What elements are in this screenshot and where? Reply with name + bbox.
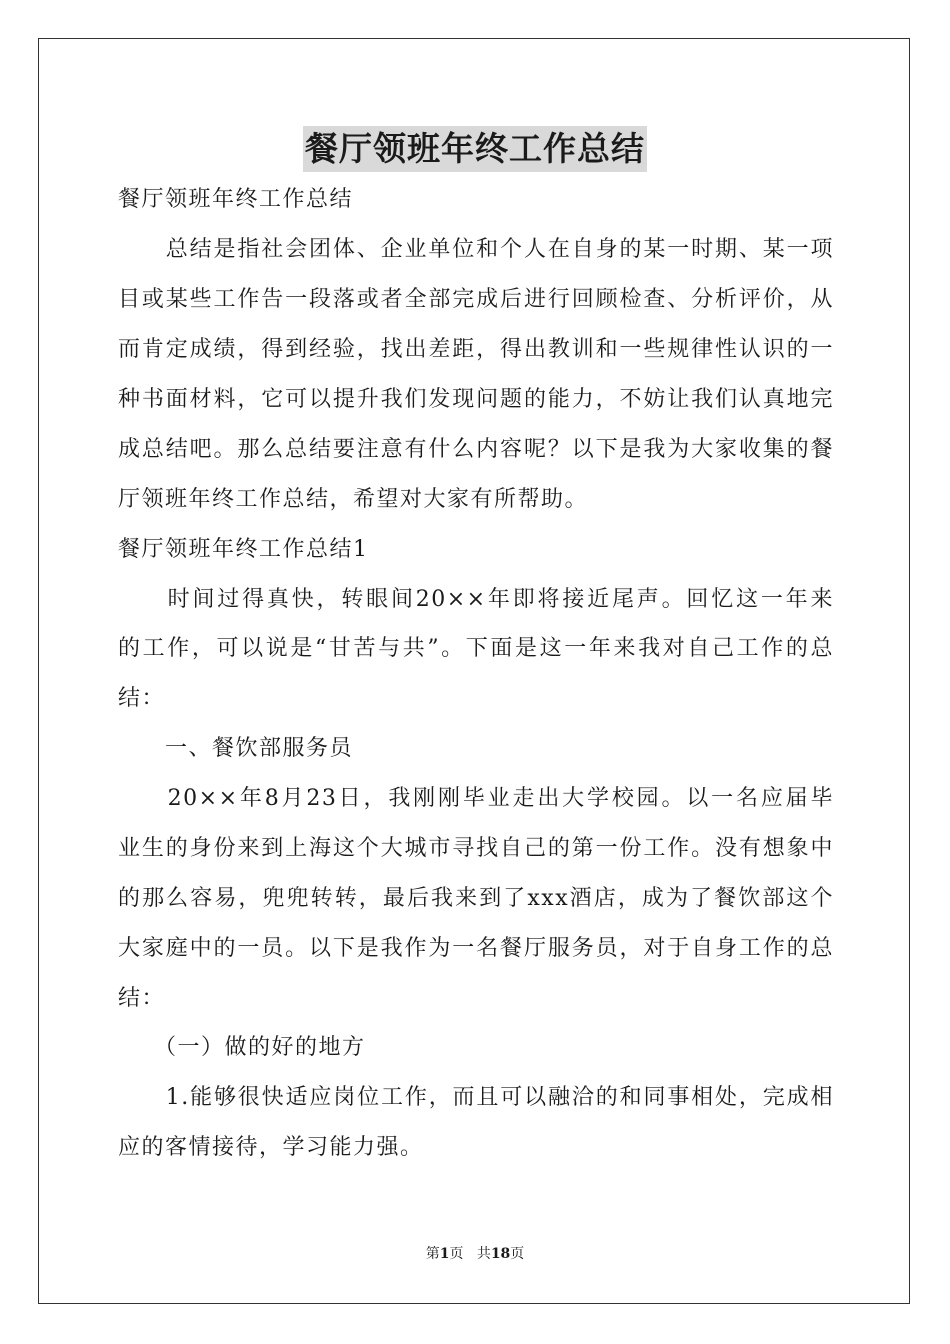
page-label-suffix: 页 [449, 1246, 464, 1262]
body-line: 大家庭中的一员。以下是我作为一名餐厅服务员，对于自身工作的总 [118, 936, 834, 961]
total-label-prefix: 共 [476, 1246, 491, 1262]
title-container [0, 126, 950, 172]
body-line: 1.能够很快适应岗位工作，而且可以融洽的和同事相处，完成相 [118, 1085, 834, 1110]
page-label-prefix: 第 [425, 1246, 440, 1262]
body-line: 的工作，可以说是“甘苦与共”。下面是这一年来我对自己工作的总 [118, 636, 834, 661]
body-line: 应的客情接待，学习能力强。 [118, 1135, 424, 1160]
body-line: 时间过得真快，转眼间20××年即将接近尾声。回忆这一年来 [118, 587, 834, 612]
body-line: 成总结吧。那么总结要注意有什么内容呢？以下是我为大家收集的餐 [118, 437, 834, 462]
body-line: 结： [118, 986, 166, 1011]
section-heading: 餐厅领班年终工作总结1 [118, 537, 369, 562]
page-footer [0, 1244, 950, 1264]
subsection-heading: （一）做的好的地方 [118, 1035, 366, 1060]
body-line: 业生的身份来到上海这个大城市寻找自己的第一份工作。没有想象中 [118, 836, 834, 861]
body-line: 目或某些工作告一段落或者全部完成后进行回顾检查、分析评价，从 [118, 287, 834, 312]
subsection-heading: 一、餐饮部服务员 [118, 736, 354, 761]
body-line: 总结是指社会团体、企业单位和个人在自身的某一时期、某一项 [118, 237, 834, 262]
body-line: 而肯定成绩，得到经验，找出差距，得出教训和一些规律性认识的一 [118, 337, 834, 362]
body-line: 结： [118, 686, 166, 711]
page-border [38, 38, 910, 1304]
body-line: 20××年8月23日，我刚刚毕业走出大学校园。以一名应届毕 [118, 786, 834, 811]
subtitle-line: 餐厅领班年终工作总结 [118, 187, 354, 212]
page-number: 1 [439, 1246, 450, 1262]
body-line: 的那么容易，兜兜转转，最后我来到了xxx酒店，成为了餐饮部这个 [118, 886, 834, 911]
body-line: 厅领班年终工作总结，希望对大家有所帮助。 [118, 487, 589, 512]
total-pages: 18 [490, 1246, 511, 1262]
document-title: 餐厅领班年终工作总结 [303, 126, 647, 172]
total-label-suffix: 页 [510, 1246, 525, 1262]
body-line: 种书面材料，它可以提升我们发现问题的能力，不妨让我们认真地完 [118, 387, 834, 412]
